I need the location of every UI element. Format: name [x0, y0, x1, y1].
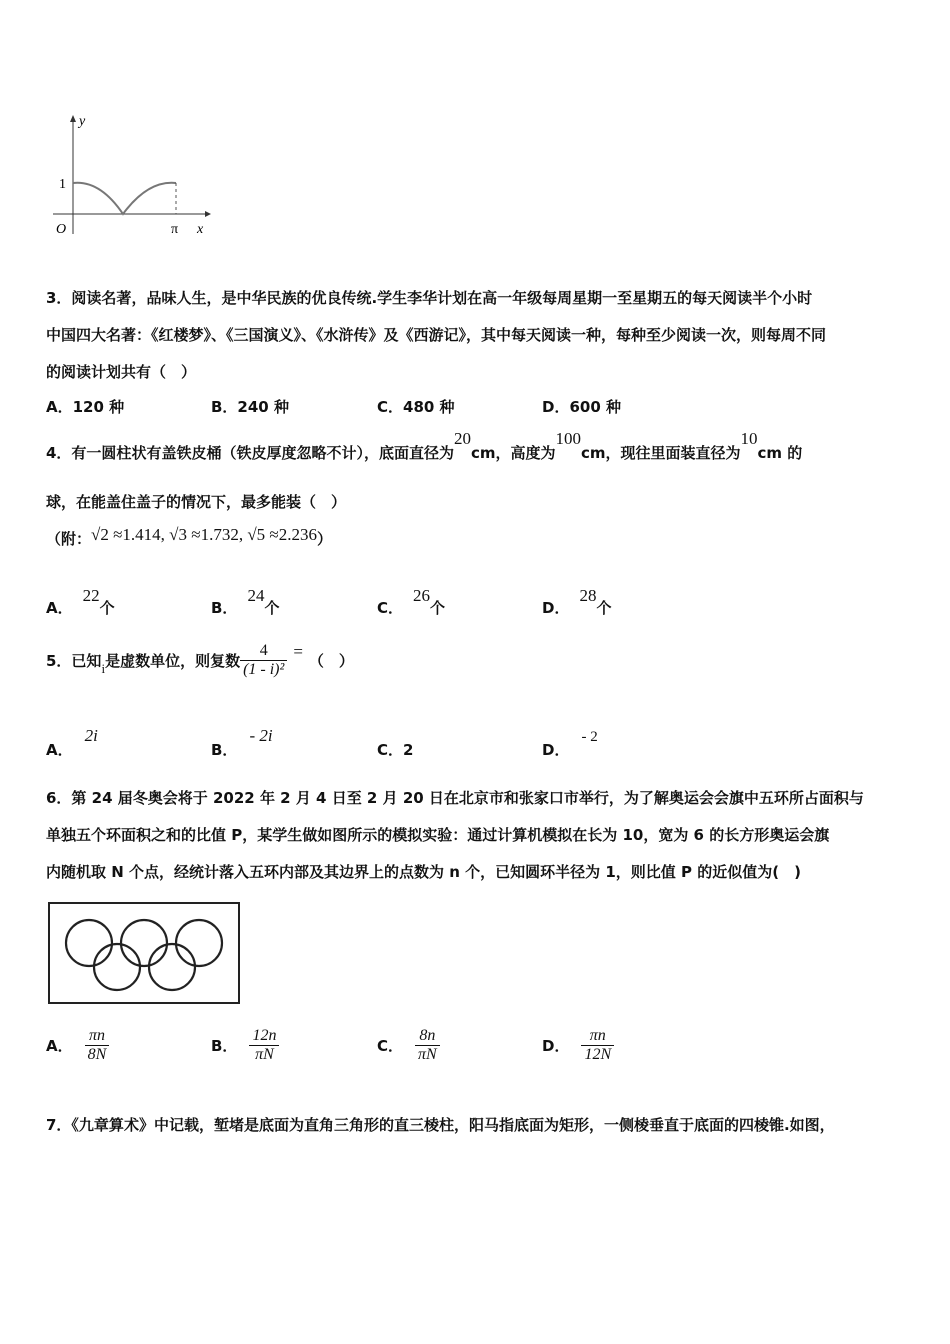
q5-text-2: 是虚数单位，则复数	[105, 652, 241, 670]
q6-option-c-frac	[415, 1027, 440, 1064]
olympic-rings-figure	[47, 901, 242, 1006]
q4-option-d-unit: 个	[596, 599, 612, 617]
q4-option-a-unit: 个	[99, 599, 115, 617]
q5-option-c-value: 2	[403, 741, 414, 759]
q5-option-c-letter: C．	[377, 741, 404, 759]
q4-text-2: cm，高度为	[470, 444, 556, 462]
q4-note-close: ）	[317, 530, 333, 548]
q6-option-a-num: πn	[88, 1027, 105, 1044]
q6-option-b-letter: B．	[211, 1037, 238, 1055]
origin-label: O	[56, 222, 67, 237]
q4-option-b	[211, 585, 280, 617]
q4-option-c-unit: 个	[430, 599, 446, 617]
q5-option-d-value: - 2	[581, 729, 598, 745]
q5-equals: =	[293, 642, 303, 661]
q6-option-d	[542, 1027, 614, 1064]
q5-option-a-letter: A．	[46, 741, 73, 759]
q5-option-b	[211, 725, 273, 759]
q4-option-d-value: 28	[579, 586, 597, 605]
q6-line3: 内随机取 N 个点，经统计落入五环内部及其边界上的点数为 n 个，已知圆环半径为 1，则比值 P 的近似值为( )	[46, 863, 801, 881]
q4-option-b-unit: 个	[264, 599, 280, 617]
q4-option-d	[542, 585, 612, 617]
q6-option-b	[211, 1027, 279, 1064]
q4-diameter: 20	[453, 429, 471, 448]
q6-option-d-frac	[581, 1027, 614, 1064]
q4-option-b-value: 24	[247, 586, 265, 605]
q6-option-c-num: 8n	[419, 1027, 436, 1044]
x-label: x	[197, 222, 204, 237]
q5-option-b-letter: B．	[211, 741, 238, 759]
ring-1	[66, 920, 112, 966]
q5-text-3: （ ）	[308, 652, 354, 670]
q4-option-c	[377, 585, 446, 617]
y-axis-arrow	[70, 115, 76, 122]
q4-option-c-letter: C．	[377, 599, 404, 617]
q5-option-a-value: 2i	[84, 726, 98, 745]
q4-text-3: cm，现往里面装直径为	[580, 444, 741, 462]
q6-option-a-frac	[85, 1027, 110, 1064]
q3-option-b: B．240 种	[211, 398, 289, 416]
q4-text-4: cm 的	[757, 444, 803, 462]
q4-ball-diameter: 10	[740, 429, 758, 448]
q4-option-d-letter: D．	[542, 599, 570, 617]
q6-line2: 单独五个环面积之和的比值 P，某学生做如图所示的模拟实验：通过计算机模拟在长为 10，宽为 6 的长方形奥运会旗	[46, 826, 830, 844]
ring-5	[149, 944, 195, 990]
q5-fraction	[240, 642, 287, 679]
q5-option-d-letter: D．	[542, 741, 570, 759]
q5-text-1: 5．已知	[46, 652, 102, 670]
ring-2	[121, 920, 167, 966]
q6-option-d-num: πn	[589, 1027, 606, 1044]
q6-option-c-letter: C．	[377, 1037, 404, 1055]
pi-label: π	[171, 222, 179, 237]
q6-option-b-num: 12n	[252, 1027, 277, 1044]
curve	[73, 183, 176, 214]
q6-option-a	[46, 1027, 109, 1064]
q3-line2: 中国四大名著：《红楼梦》、《三国演义》、《水浒传》及《西游记》，其中每天阅读一种，每种至少阅读一次，则每周不同	[46, 326, 827, 344]
q3-option-c: C．480 种	[377, 398, 455, 416]
q6-option-d-den: 12N	[581, 1045, 614, 1064]
ring-3	[176, 920, 222, 966]
q4-option-a-value: 22	[82, 586, 100, 605]
y-label: y	[79, 114, 86, 129]
function-graph	[45, 110, 220, 240]
q5-frac-den: (1 - i)²	[240, 660, 287, 679]
q4-option-b-letter: B．	[211, 599, 238, 617]
q6-option-a-letter: A．	[46, 1037, 73, 1055]
q6-option-d-letter: D．	[542, 1037, 570, 1055]
q4-option-a	[46, 585, 115, 617]
ring-4	[94, 944, 140, 990]
q6-option-c	[377, 1027, 440, 1064]
q4-note	[46, 525, 333, 549]
flag-border	[49, 903, 239, 1003]
q3-line3: 的阅读计划共有（ ）	[46, 363, 197, 381]
q3-line1: 3．阅读名著，品味人生，是中华民族的优良传统.学生李华计划在高一年级每周星期一至星期五的每天阅读半个小时	[46, 289, 813, 307]
q5-i: i	[101, 661, 106, 676]
q4-text-1: 4．有一圆柱状有盖铁皮桶（铁皮厚度忽略不计），底面直径为	[46, 444, 454, 462]
q7-line1: 7．《九章算术》中记载，堑堵是底面为直角三角形的直三棱柱，阳马指底面为矩形，一侧棱垂直于底面的四棱锥.如图，	[46, 1116, 835, 1134]
q6-option-c-den: πN	[415, 1045, 440, 1064]
q4-option-c-value: 26	[413, 586, 431, 605]
q6-option-a-den: 8N	[85, 1045, 110, 1064]
q5-line	[46, 642, 354, 679]
x-axis-arrow	[205, 211, 211, 217]
q5-frac-num: 4	[259, 642, 268, 659]
q3-option-a: A．120 种	[46, 398, 125, 416]
q4-line2: 球，在能盖住盖子的情况下，最多能装（ ）	[46, 493, 347, 511]
q4-note-open: （附：	[46, 530, 92, 548]
q5-option-d	[542, 725, 598, 759]
q4-note-math: √2 ≈1.414, √3 ≈1.732, √5 ≈2.236	[91, 525, 317, 544]
q6-option-b-den: πN	[249, 1045, 279, 1064]
q5-option-b-value: - 2i	[249, 726, 273, 745]
q5-option-c	[377, 739, 413, 760]
q4-option-a-letter: A．	[46, 599, 73, 617]
q6-option-b-frac	[249, 1027, 279, 1064]
q6-line1: 6．第 24 届冬奥会将于 2022 年 2 月 4 日至 2 月 20 日在北京市和张家口市举行，为了解奥运会会旗中五环所占面积与	[46, 789, 864, 807]
one-label: 1	[59, 177, 66, 192]
q4-line1	[46, 428, 803, 462]
q4-height: 100	[555, 429, 581, 448]
q3-option-d: D．600 种	[542, 398, 621, 416]
q5-option-a	[46, 725, 98, 759]
